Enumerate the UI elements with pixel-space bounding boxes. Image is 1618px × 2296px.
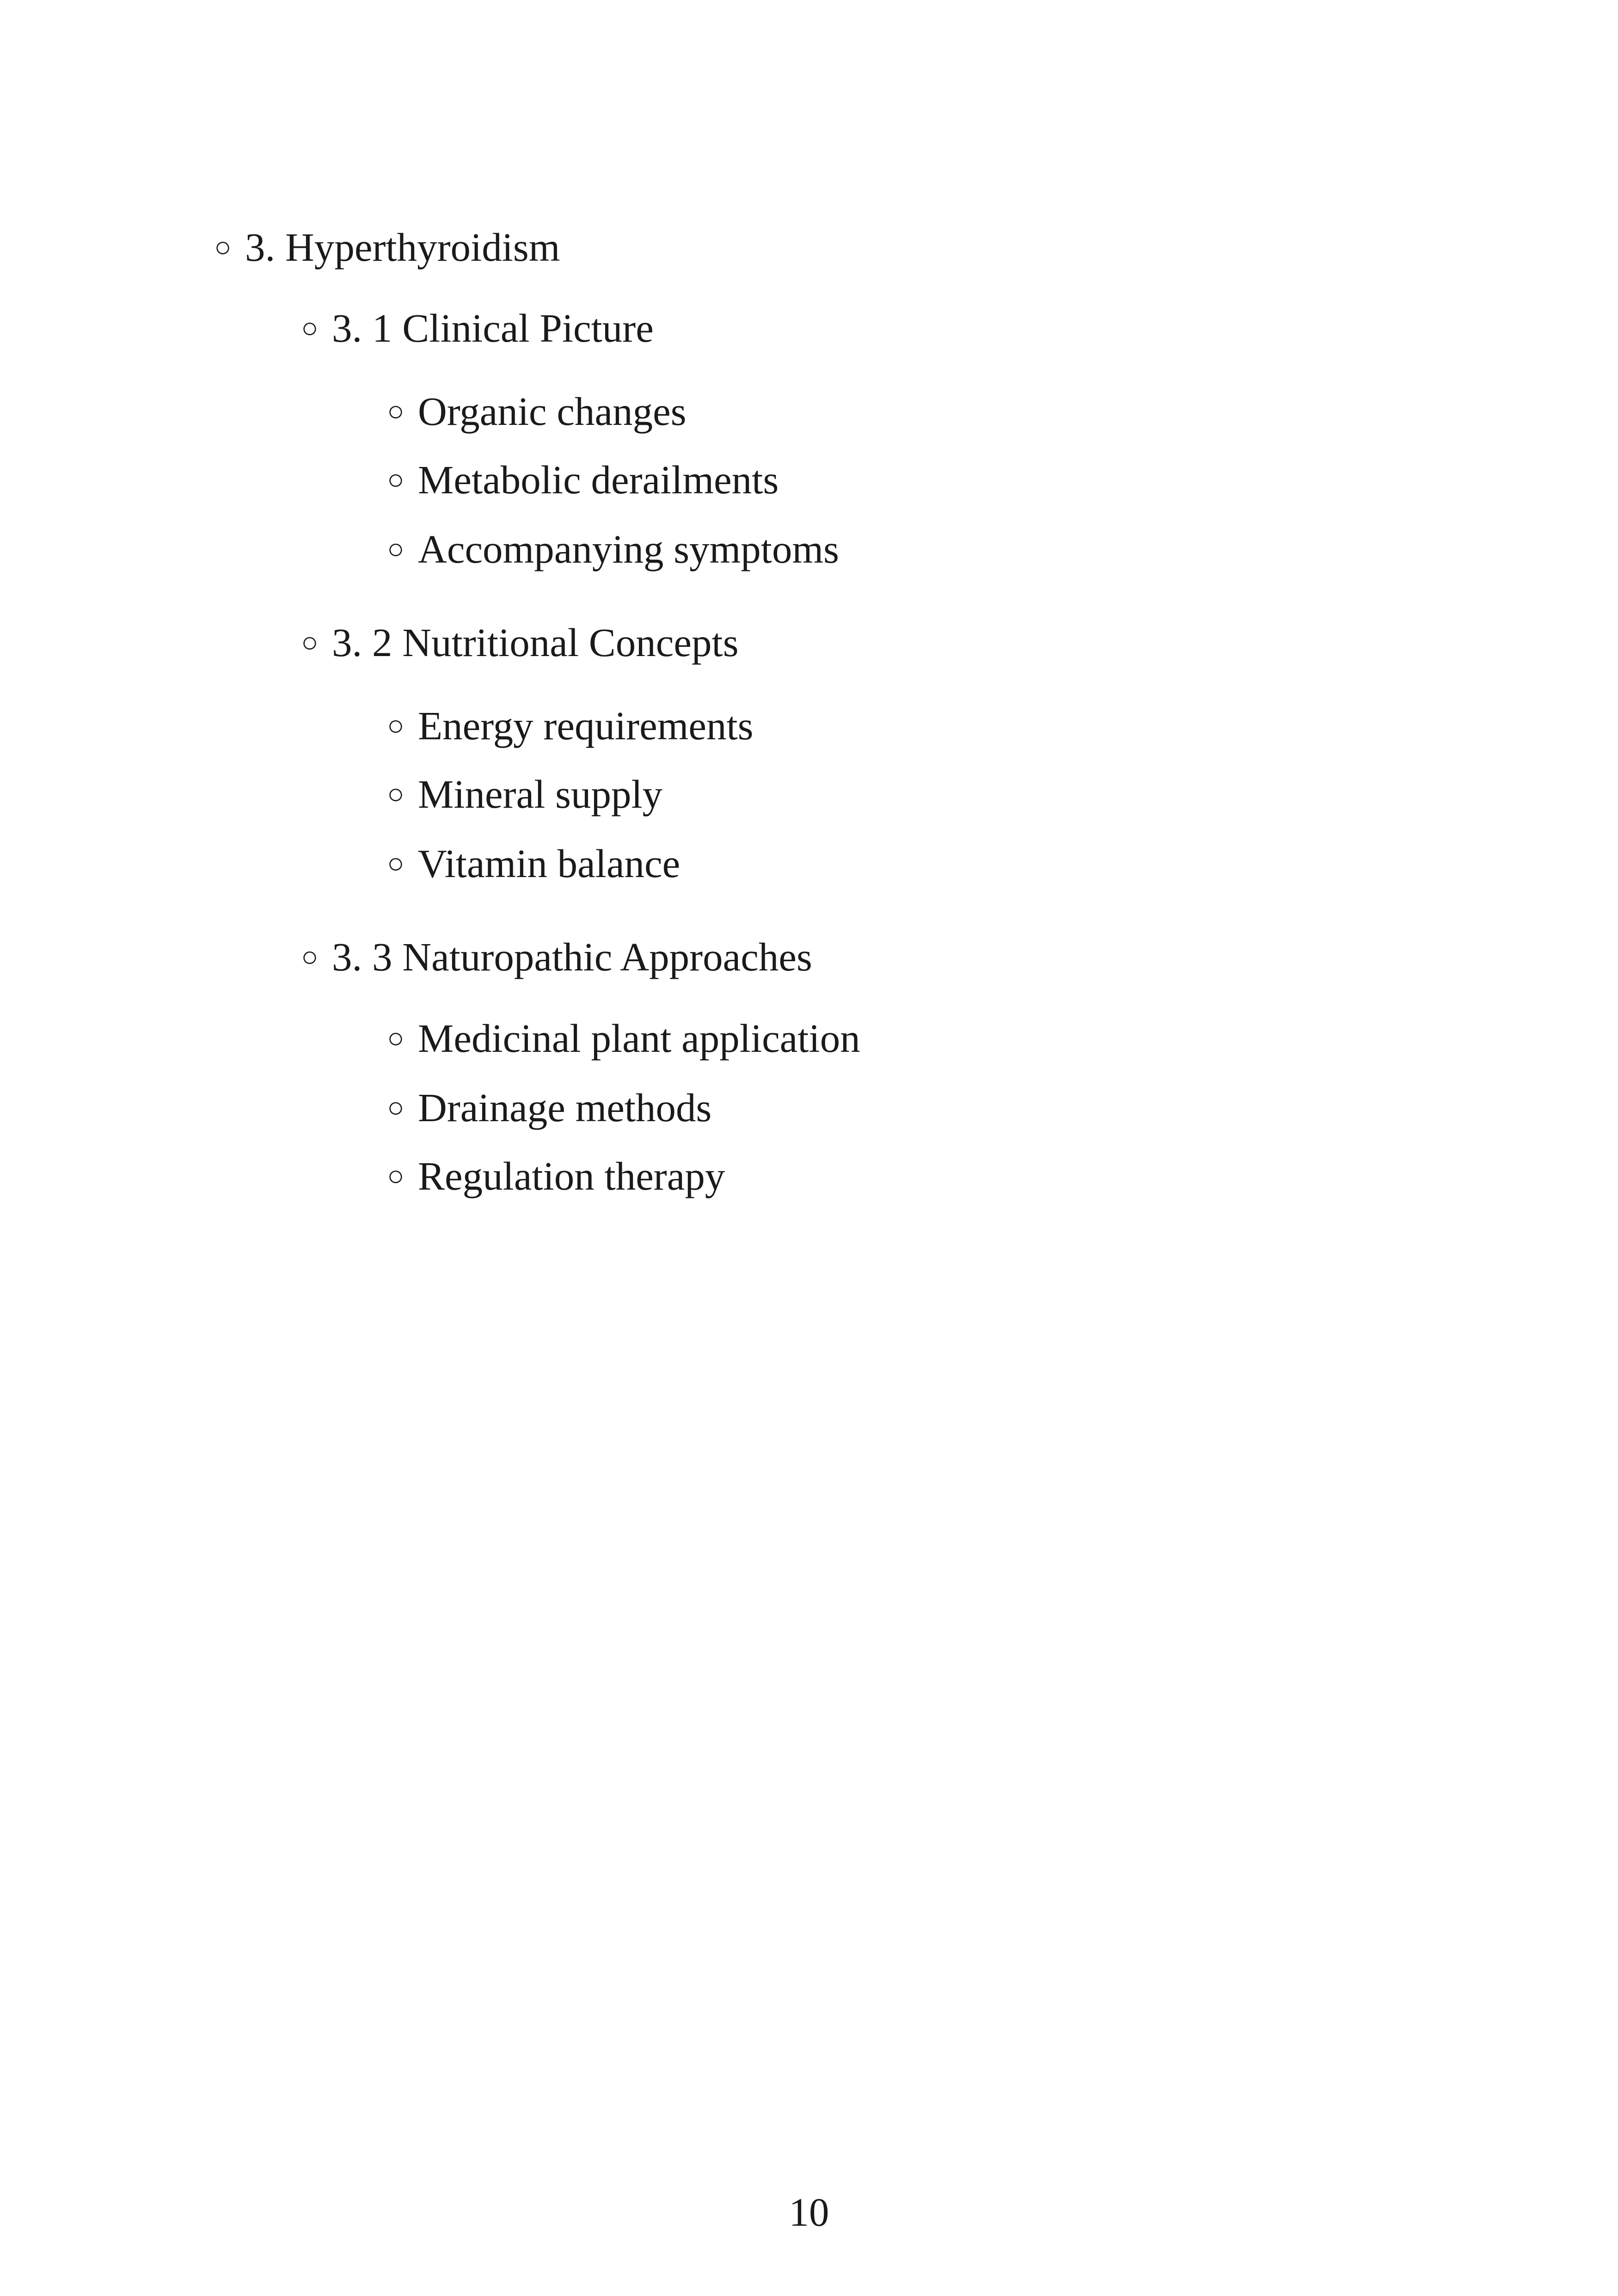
- outline-item: [386, 1015, 860, 1062]
- outline-item: [386, 457, 778, 503]
- outline-subsection: [300, 620, 739, 666]
- circle-bullet-icon: ○: [387, 710, 404, 742]
- outline-item: [386, 526, 839, 572]
- outline-item: [386, 771, 662, 817]
- item-label: Medicinal plant application: [418, 1016, 860, 1061]
- subsection-title: 3. 3 Naturopathic Approaches: [332, 934, 812, 979]
- outline-item: [386, 1085, 711, 1131]
- outline-subsection: [300, 305, 654, 351]
- item-label: Regulation therapy: [418, 1154, 725, 1198]
- circle-bullet-icon: ○: [387, 1160, 404, 1192]
- circle-bullet-icon: ○: [301, 627, 319, 658]
- subsection-title: 3. 2 Nutritional Concepts: [332, 620, 739, 665]
- circle-bullet-icon: ○: [301, 313, 319, 344]
- circle-bullet-icon: ○: [387, 1092, 404, 1123]
- item-label: Organic changes: [418, 389, 686, 434]
- outline-section: [214, 224, 560, 270]
- subsection-title: 3. 1 Clinical Picture: [332, 306, 654, 350]
- item-label: Accompanying symptoms: [418, 527, 839, 571]
- item-label: Drainage methods: [418, 1085, 712, 1130]
- circle-bullet-icon: ○: [387, 464, 404, 496]
- outline-item: [386, 841, 680, 887]
- circle-bullet-icon: ○: [214, 232, 232, 263]
- outline-item: [386, 388, 686, 435]
- circle-bullet-icon: ○: [387, 848, 404, 879]
- outline-item: [386, 1153, 725, 1199]
- page-number: 10: [789, 2190, 829, 2235]
- item-label: Vitamin balance: [418, 841, 680, 886]
- circle-bullet-icon: ○: [387, 779, 404, 810]
- circle-bullet-icon: ○: [301, 941, 319, 973]
- circle-bullet-icon: ○: [387, 396, 404, 427]
- circle-bullet-icon: ○: [387, 1023, 404, 1054]
- item-label: Metabolic derailments: [418, 457, 779, 502]
- item-label: Energy requirements: [418, 703, 754, 748]
- outline-subsection: [300, 934, 812, 980]
- circle-bullet-icon: ○: [387, 534, 404, 565]
- section-title: 3. Hyperthyroidism: [245, 225, 560, 270]
- item-label: Mineral supply: [418, 772, 663, 816]
- outline-item: [386, 703, 754, 749]
